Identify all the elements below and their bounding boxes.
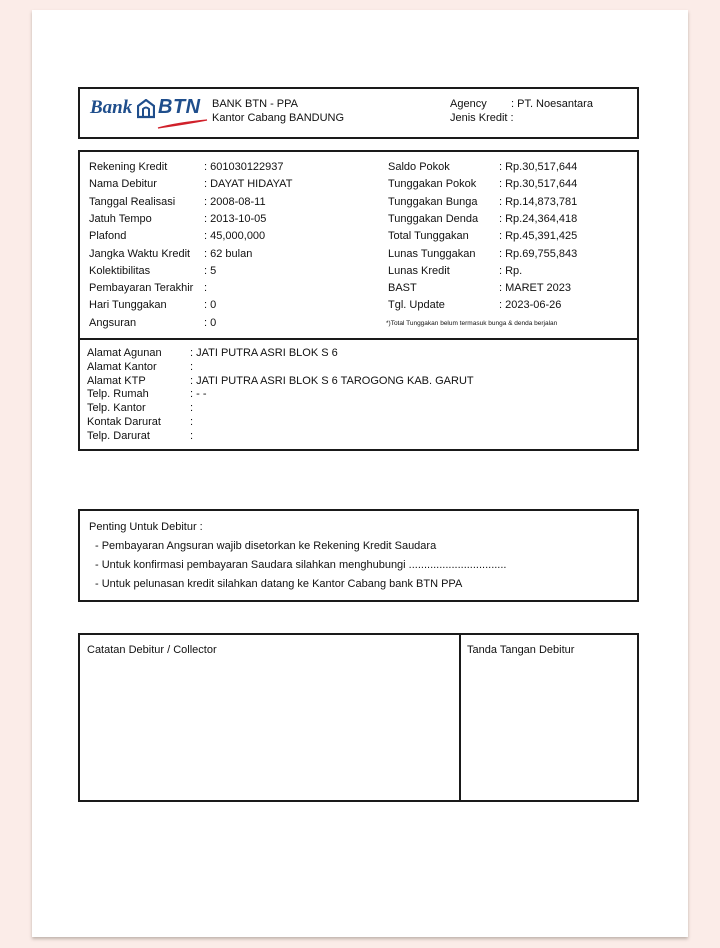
field-label: Angsuran [89, 316, 137, 329]
field-value: : [204, 282, 208, 295]
field-value: : [190, 360, 194, 373]
field-value: : DAYAT HIDAYAT [204, 178, 293, 191]
field-value: : 45,000,000 [204, 230, 266, 243]
header-box [78, 87, 639, 139]
field-value: : 0 [204, 299, 217, 312]
field-label: Plafond [89, 230, 127, 243]
field-value: : 0 [204, 316, 217, 329]
field-value: : 2008-08-11 [204, 195, 266, 208]
field-value: : MARET 2023 [499, 282, 571, 295]
field-label: Telp. Rumah [87, 388, 149, 401]
logo-btn-text: BTN [158, 96, 201, 118]
field-value: : Rp.24,364,418 [499, 212, 578, 225]
collector-notes-label: Catatan Debitur / Collector [87, 644, 217, 656]
bank-btn-logo [90, 97, 208, 131]
notice-box [78, 509, 639, 602]
field-label: Kontak Darurat [87, 416, 161, 428]
field-label: Alamat Agunan [87, 347, 162, 359]
field-label: Kolektibilitas [89, 264, 151, 277]
field-label: Jangka Waktu Kredit [89, 247, 191, 260]
field-value: : [190, 402, 194, 415]
field-label: Telp. Darurat [87, 429, 150, 442]
field-label: Lunas Tunggakan [388, 247, 476, 260]
field-value: : Rp.69,755,843 [499, 247, 578, 260]
field-label: Tanggal Realisasi [89, 195, 176, 208]
branch-name: Kantor Cabang BANDUNG [212, 112, 345, 124]
field-label: Alamat Kantor [87, 360, 157, 373]
jenis-kredit-label: Jenis Kredit : [450, 112, 514, 124]
field-label: Tunggakan Denda [388, 212, 479, 225]
field-value: : - - [190, 388, 207, 401]
field-label: Lunas Kredit [388, 264, 450, 277]
address-box [78, 338, 639, 451]
notice-item: - Pembayaran Angsuran wajib disetorkan ke Rekening Kredit Saudara [95, 540, 437, 552]
field-label: Rekening Kredit [89, 161, 168, 173]
field-value: : Rp. [499, 264, 523, 277]
footnote: *)Total Tunggakan belum termasuk bunga & denda berjalan [386, 320, 558, 327]
notice-item: - Untuk konfirmasi pembayaran Saudara silahkan menghubungi ................................ [95, 559, 507, 571]
field-label: Jatuh Tempo [89, 212, 152, 225]
field-value: : 2013-10-05 [204, 212, 267, 225]
field-value: : JATI PUTRA ASRI BLOK S 6 TAROGONG KAB. GARUT [190, 374, 474, 387]
field-value: : Rp.45,391,425 [499, 230, 578, 243]
field-value: : Rp.14,873,781 [499, 195, 578, 208]
field-value: : Rp.30,517,644 [499, 178, 578, 191]
house-icon [137, 99, 155, 119]
account-details-box [78, 150, 639, 340]
field-label: Alamat KTP [87, 374, 146, 387]
field-label: Tgl. Update [388, 299, 445, 312]
field-label: Nama Debitur [89, 178, 157, 191]
logo-swoosh [156, 119, 208, 129]
field-value: : Rp.30,517,644 [499, 161, 578, 173]
field-value: : [190, 429, 194, 442]
field-label: Telp. Kantor [87, 402, 146, 415]
field-label: Tunggakan Pokok [388, 178, 477, 191]
field-label: Hari Tunggakan [89, 299, 167, 312]
field-value: : JATI PUTRA ASRI BLOK S 6 [190, 347, 338, 359]
field-value: : 601030122937 [204, 161, 284, 173]
notice-title: Penting Untuk Debitur : [89, 521, 203, 533]
field-label: Saldo Pokok [388, 161, 450, 173]
field-value: : 5 [204, 264, 217, 277]
field-value: : 62 bulan [204, 247, 253, 260]
agency-label: Agency [450, 98, 487, 110]
field-label: BAST [388, 282, 417, 295]
field-value: : 2023-06-26 [499, 299, 562, 312]
field-label: Total Tunggakan [388, 230, 469, 243]
notice-item: - Untuk pelunasan kredit silahkan datang ke Kantor Cabang bank BTN PPA [95, 578, 463, 590]
signature-box[interactable] [459, 633, 639, 802]
signature-label: Tanda Tangan Debitur [467, 644, 575, 656]
field-value: : [190, 416, 194, 428]
agency-value: : PT. Noesantara [511, 98, 593, 110]
logo-bank-text: Bank [90, 97, 133, 118]
bank-name: BANK BTN - PPA [212, 98, 298, 110]
field-label: Tunggakan Bunga [388, 195, 478, 208]
collector-notes-box[interactable] [78, 633, 462, 802]
field-label: Pembayaran Terakhir [89, 282, 194, 295]
